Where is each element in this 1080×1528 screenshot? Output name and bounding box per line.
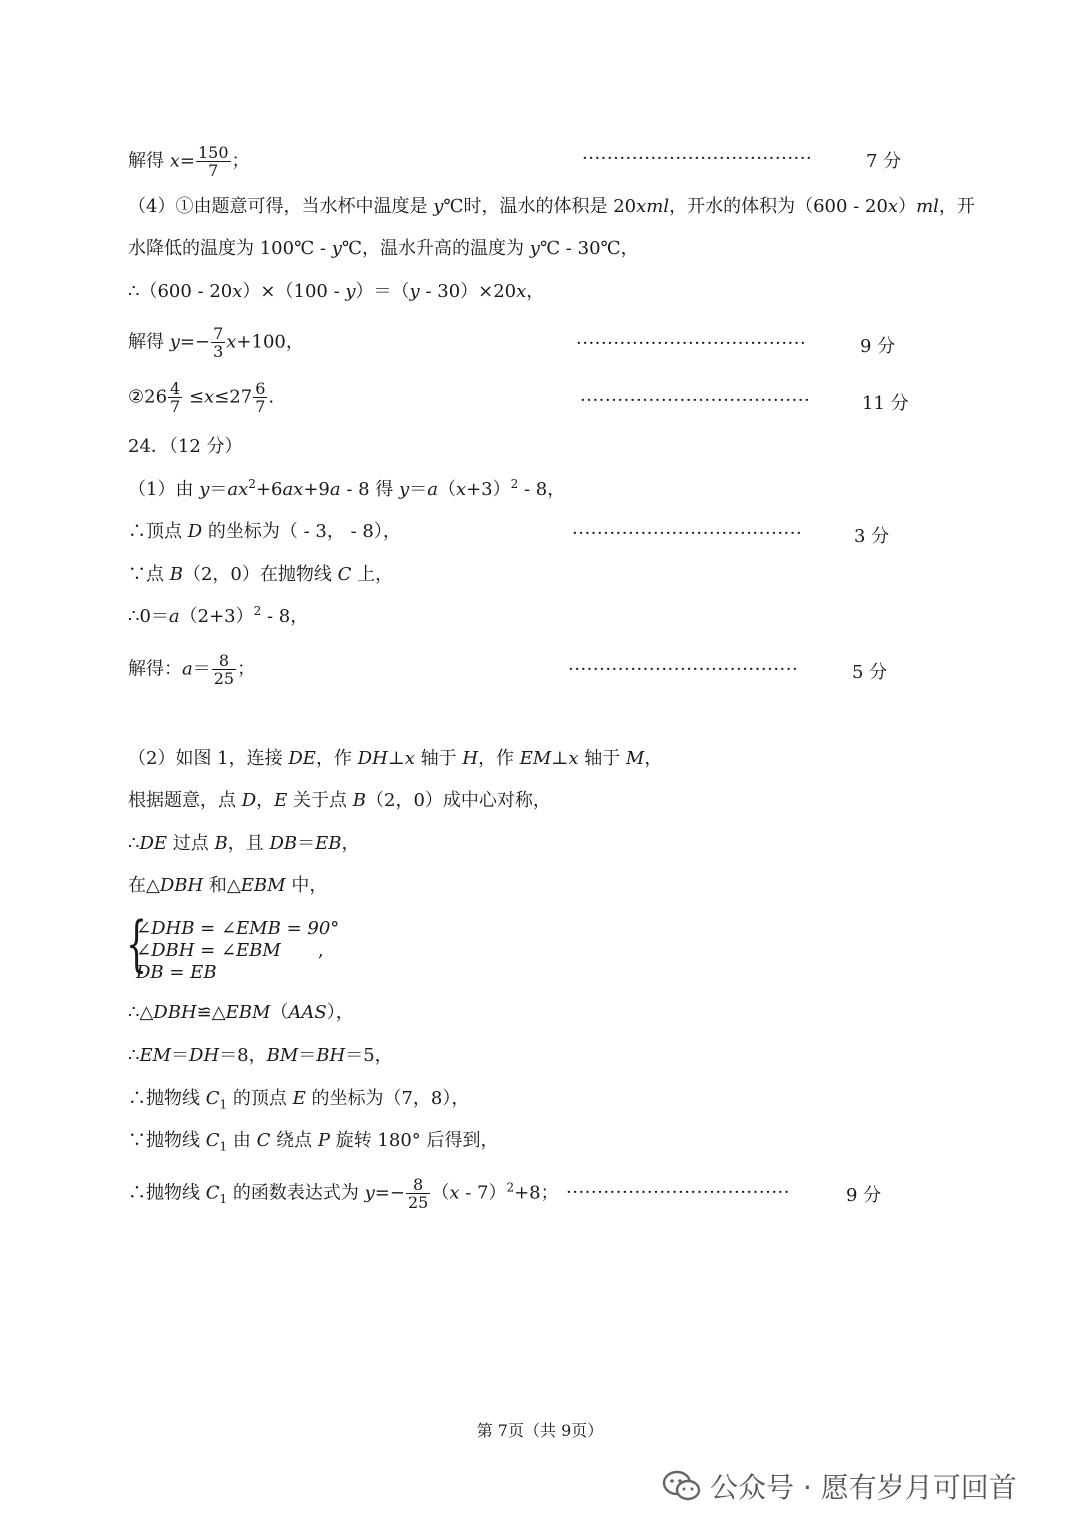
text: 的坐标为（ - 3， - 8）， xyxy=(202,521,401,542)
var: DE xyxy=(139,833,168,854)
var: EB xyxy=(315,833,342,854)
text: ＝5， xyxy=(345,1045,393,1066)
var: ml xyxy=(916,196,939,217)
text: 的坐标为（7，8）， xyxy=(305,1088,470,1109)
text: ＝ xyxy=(409,479,428,500)
text: 水降低的温度为 100℃ - xyxy=(128,238,332,259)
var: M xyxy=(625,748,645,769)
fraction xyxy=(212,652,236,687)
text: 根据题意，点 xyxy=(128,790,242,811)
text: 解得： xyxy=(128,658,182,680)
var: xml xyxy=(636,196,670,217)
solution-line xyxy=(128,833,360,855)
fraction xyxy=(406,1176,430,1211)
var: P xyxy=(317,1130,330,1151)
solution-line xyxy=(128,1130,499,1152)
text: - 8， xyxy=(261,606,309,627)
text: ，开 xyxy=(938,196,975,217)
text: ℃时，温水的体积是 20 xyxy=(443,196,637,217)
var: B xyxy=(352,790,366,811)
text: ∴抛物线 xyxy=(128,1182,206,1204)
solution-line xyxy=(128,196,975,218)
var: D xyxy=(187,521,203,542)
var: x xyxy=(455,479,467,500)
var: x xyxy=(887,196,899,217)
score-dots: ····································· xyxy=(580,390,811,411)
text: （1）由 xyxy=(128,479,200,500)
text: 关于点 xyxy=(287,790,353,811)
var: D xyxy=(241,790,257,811)
var: B xyxy=(169,564,183,585)
text: ； xyxy=(237,658,256,680)
text: （4）①由题意可得，当水杯中温度是 xyxy=(128,196,434,217)
var: DH xyxy=(189,1045,220,1066)
text: 过点 xyxy=(167,833,215,854)
solution-line xyxy=(128,564,393,586)
text: （ xyxy=(437,479,456,500)
var: x xyxy=(404,748,415,769)
var: a xyxy=(182,658,193,680)
score-dots: ····································· xyxy=(576,333,807,354)
text: ∴顶点 xyxy=(128,521,188,542)
text: 的顶点 xyxy=(227,1088,293,1109)
text: ， xyxy=(526,281,545,302)
text: ， xyxy=(256,790,275,811)
var: B xyxy=(214,833,228,854)
text: +6 xyxy=(255,479,283,500)
superscript: 2 xyxy=(253,604,262,618)
text: ∴抛物线 xyxy=(128,1088,206,1109)
solution-line xyxy=(128,1002,354,1024)
text: ∴ xyxy=(128,833,140,854)
text: 在△ xyxy=(128,875,160,896)
text: ，且 xyxy=(227,833,270,854)
var: C xyxy=(337,564,352,585)
text: ≤27 xyxy=(214,386,253,408)
text: ∴0＝ xyxy=(128,606,169,627)
text: 绕点 xyxy=(270,1130,318,1151)
superscript: 2 xyxy=(510,477,519,491)
score: 11 分 xyxy=(862,393,909,414)
var: x xyxy=(169,150,180,172)
denominator: 7 xyxy=(208,161,219,180)
var: y xyxy=(433,196,444,217)
solution-line xyxy=(128,790,551,812)
text: （2，0）成中心对称， xyxy=(366,790,551,811)
text: （ xyxy=(431,1182,450,1204)
system-brace: { xyxy=(126,909,148,979)
solution-line xyxy=(128,521,401,543)
page-footer: 第 7页（共 9页） xyxy=(476,1421,604,1440)
text: （2+3） xyxy=(179,606,254,627)
var: C xyxy=(205,1088,220,1109)
score-dots: ···································· xyxy=(566,1182,790,1203)
numerator: 8 xyxy=(212,652,236,670)
wechat-icon xyxy=(662,1470,702,1502)
text: 和△ xyxy=(203,875,241,896)
var: a xyxy=(427,479,438,500)
var: y xyxy=(199,479,210,500)
score: 9 分 xyxy=(860,336,896,357)
watermark xyxy=(662,1466,1017,1506)
subscript: 1 xyxy=(219,1097,228,1112)
text: - 30）×20 xyxy=(419,281,517,302)
solution-line xyxy=(128,748,662,770)
text: 轴于 xyxy=(414,748,463,769)
text: ∴ xyxy=(128,1045,140,1066)
text: ＝ xyxy=(171,1045,190,1066)
var: E xyxy=(274,790,288,811)
text: +8； xyxy=(514,1182,559,1204)
text: ∵抛物线 xyxy=(128,1130,206,1151)
text: - 8， xyxy=(518,479,566,500)
var: BH xyxy=(316,1045,346,1066)
denominator: 25 xyxy=(213,669,235,688)
system-line: DB = EB xyxy=(136,962,217,983)
text: 旋转 180° 后得到， xyxy=(329,1130,499,1151)
text: 由 xyxy=(227,1130,257,1151)
text: ，开水的体积为（600 - 20 xyxy=(669,196,888,217)
solution-line xyxy=(128,238,639,260)
text: ＝8， xyxy=(219,1045,267,1066)
fraction xyxy=(168,380,182,415)
watermark-text: 公众号 · 愿有岁月可回首 xyxy=(710,1471,1017,1504)
score: 9 分 xyxy=(846,1185,882,1206)
superscript: 2 xyxy=(506,1180,515,1195)
text: +100， xyxy=(236,331,304,353)
var: y xyxy=(409,281,420,302)
numerator: 7 xyxy=(213,324,224,343)
solution-line xyxy=(128,652,255,687)
text: ， xyxy=(644,748,663,769)
text: ，作 xyxy=(315,748,358,769)
var: ax xyxy=(282,479,304,500)
var: y xyxy=(364,1182,375,1204)
var: C xyxy=(256,1130,271,1151)
text: =− xyxy=(374,1182,405,1204)
text: +9 xyxy=(303,479,330,500)
text: = xyxy=(179,150,195,172)
solution-line xyxy=(128,380,274,415)
denominator: 7 xyxy=(170,397,181,416)
text: ⊥ xyxy=(387,748,405,769)
text: 轴于 xyxy=(578,748,626,769)
text: . xyxy=(268,386,275,408)
var: x xyxy=(568,748,579,769)
var: DE xyxy=(288,748,316,769)
text: （2，0）在抛物线 xyxy=(182,564,338,585)
text: =− xyxy=(179,331,211,353)
var: EM xyxy=(519,748,552,769)
var: EBM xyxy=(225,1002,271,1023)
text: （ xyxy=(270,1002,289,1023)
var: C xyxy=(205,1182,220,1204)
text: ≌△ xyxy=(196,1002,226,1023)
text: ＝ xyxy=(209,479,228,500)
text: ∴△ xyxy=(128,1002,154,1023)
var: C xyxy=(205,1130,220,1151)
var: y xyxy=(345,281,356,302)
text: ∴（600 - 20 xyxy=(128,281,233,302)
text: ， xyxy=(341,833,360,854)
solution-line xyxy=(128,281,544,303)
text: ＝ xyxy=(297,833,316,854)
question-heading: 24．（12 分） xyxy=(128,436,243,457)
numerator: 6 xyxy=(255,379,266,398)
fraction xyxy=(211,325,225,360)
text: ≤ xyxy=(183,386,205,408)
var: a xyxy=(168,606,180,627)
text: ）， xyxy=(326,1002,354,1023)
text: - 7） xyxy=(459,1182,507,1204)
subscript: 1 xyxy=(219,1139,228,1154)
score-dots: ····································· xyxy=(582,148,813,169)
text: 的函数表达式为 xyxy=(227,1182,365,1204)
score: 5 分 xyxy=(852,662,888,683)
score: 7 分 xyxy=(866,151,902,172)
text: ＝ xyxy=(192,658,211,680)
var: y xyxy=(331,238,342,259)
text: （2）如图 1，连接 xyxy=(128,748,289,769)
solution-line xyxy=(128,1045,393,1067)
denominator: 25 xyxy=(407,1193,429,1212)
var: y xyxy=(169,331,180,353)
var: EM xyxy=(139,1045,172,1066)
var: y xyxy=(529,238,540,259)
text: 中， xyxy=(285,875,328,896)
system-line: ∠DHB = ∠EMB = 90° xyxy=(136,918,340,939)
numerator: 8 xyxy=(406,1176,430,1194)
numerator: 150 xyxy=(197,143,229,162)
denominator: 3 xyxy=(213,342,224,361)
text: ℃，温水升高的温度为 xyxy=(341,238,530,259)
solution-line xyxy=(128,144,250,179)
text: ②26 xyxy=(128,386,168,408)
fraction xyxy=(253,380,267,415)
text: ＝ xyxy=(298,1045,317,1066)
var: x xyxy=(516,281,527,302)
var: DH xyxy=(357,748,388,769)
text: - 8 得 xyxy=(340,479,400,500)
text: ）＝（ xyxy=(355,281,410,302)
var: H xyxy=(462,748,479,769)
text: ，作 xyxy=(478,748,520,769)
text: ； xyxy=(231,150,250,172)
solution-line xyxy=(128,325,304,360)
solution-line xyxy=(128,875,327,897)
solution-line xyxy=(128,1176,559,1211)
var: a xyxy=(329,479,341,500)
text: ∵点 xyxy=(128,564,170,585)
var: ax xyxy=(227,479,249,500)
system-line: ∠DBH = ∠EBM xyxy=(136,940,281,961)
var: BM xyxy=(266,1045,299,1066)
text: 解得 xyxy=(128,150,170,172)
text: ） xyxy=(898,196,917,217)
var: AAS xyxy=(288,1002,327,1023)
text: +3） xyxy=(466,479,511,500)
system-comma: , xyxy=(318,940,324,961)
numerator: 4 xyxy=(170,379,181,398)
text: ℃ - 30℃， xyxy=(539,238,639,259)
var: E xyxy=(292,1088,306,1109)
var: x xyxy=(232,281,243,302)
superscript: 2 xyxy=(248,477,256,491)
score: 3 分 xyxy=(854,526,890,547)
score-dots: ····································· xyxy=(568,659,799,680)
var: x xyxy=(204,386,215,408)
var: DB xyxy=(269,833,298,854)
var: x xyxy=(449,1182,460,1204)
solution-line xyxy=(128,479,565,501)
var: x xyxy=(226,331,237,353)
text: ）×（100 - xyxy=(242,281,346,302)
text: 上， xyxy=(351,564,394,585)
denominator: 7 xyxy=(255,397,266,416)
var: DBH xyxy=(159,875,204,896)
var: y xyxy=(399,479,410,500)
text: 解得 xyxy=(128,331,170,353)
var: EBM xyxy=(240,875,286,896)
solution-line xyxy=(128,1088,469,1110)
solution-line xyxy=(128,606,308,628)
subscript: 1 xyxy=(219,1192,228,1207)
fraction xyxy=(196,144,231,179)
text: ⊥ xyxy=(551,748,569,769)
var: DBH xyxy=(153,1002,197,1023)
score-dots: ····································· xyxy=(572,523,803,544)
